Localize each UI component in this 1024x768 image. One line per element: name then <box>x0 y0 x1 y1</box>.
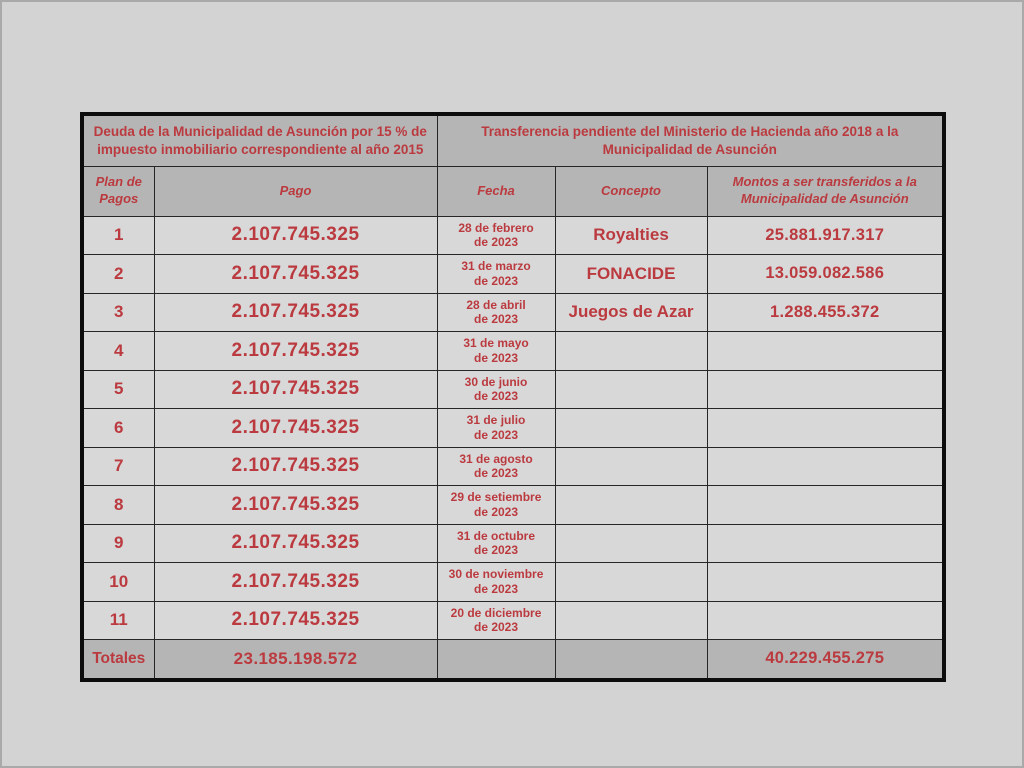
fecha-cell: 31 de julio de 2023 <box>437 409 555 448</box>
pago-cell: 2.107.745.325 <box>154 409 437 448</box>
monto-cell <box>707 370 944 409</box>
fecha-cell: 30 de junio de 2023 <box>437 370 555 409</box>
monto-cell <box>707 409 944 448</box>
plan-cell: 11 <box>82 601 154 640</box>
table-row <box>82 409 944 448</box>
totals-monto-value: 40.229.455.275 <box>707 640 944 680</box>
concepto-cell <box>555 524 707 563</box>
concepto-cell <box>555 601 707 640</box>
plan-cell: 1 <box>82 216 154 255</box>
fecha-cell: 31 de octubre de 2023 <box>437 524 555 563</box>
table-row <box>82 601 944 640</box>
column-header-montos: Montos a ser transferidos a la Municipalidad de Asunción <box>707 166 944 216</box>
concepto-cell <box>555 370 707 409</box>
table-body <box>82 216 944 640</box>
table-row <box>82 370 944 409</box>
table-row <box>82 563 944 602</box>
plan-cell: 8 <box>82 486 154 525</box>
plan-cell: 9 <box>82 524 154 563</box>
totals-fecha-empty <box>437 640 555 680</box>
totals-row <box>82 640 944 680</box>
monto-cell <box>707 563 944 602</box>
plan-cell: 7 <box>82 447 154 486</box>
pago-cell: 2.107.745.325 <box>154 486 437 525</box>
column-header-fecha: Fecha <box>437 166 555 216</box>
fecha-cell: 31 de mayo de 2023 <box>437 332 555 371</box>
table-row <box>82 293 944 332</box>
monto-cell: 25.881.917.317 <box>707 216 944 255</box>
pago-cell: 2.107.745.325 <box>154 563 437 602</box>
fecha-cell: 29 de setiembre de 2023 <box>437 486 555 525</box>
pago-cell: 2.107.745.325 <box>154 524 437 563</box>
group-header-row <box>82 114 944 166</box>
column-header-pago: Pago <box>154 166 437 216</box>
monto-cell <box>707 524 944 563</box>
pago-cell: 2.107.745.325 <box>154 332 437 371</box>
pago-cell: 2.107.745.325 <box>154 447 437 486</box>
concepto-cell <box>555 332 707 371</box>
pago-cell: 2.107.745.325 <box>154 216 437 255</box>
plan-cell: 4 <box>82 332 154 371</box>
monto-cell: 13.059.082.586 <box>707 255 944 294</box>
fecha-cell: 20 de diciembre de 2023 <box>437 601 555 640</box>
totals-pago-value: 23.185.198.572 <box>154 640 437 680</box>
table-row <box>82 524 944 563</box>
plan-cell: 3 <box>82 293 154 332</box>
pago-cell: 2.107.745.325 <box>154 601 437 640</box>
concepto-cell: FONACIDE <box>555 255 707 294</box>
pago-cell: 2.107.745.325 <box>154 370 437 409</box>
monto-cell: 1.288.455.372 <box>707 293 944 332</box>
monto-cell <box>707 601 944 640</box>
concepto-cell <box>555 486 707 525</box>
table-row <box>82 447 944 486</box>
fecha-cell: 28 de febrero de 2023 <box>437 216 555 255</box>
group-header-debt: Deuda de la Municipalidad de Asunción por 15 % de impuesto inmobiliario correspondiente al año 2015 <box>82 114 437 166</box>
fecha-cell: 28 de abril de 2023 <box>437 293 555 332</box>
concepto-cell <box>555 563 707 602</box>
concepto-cell: Juegos de Azar <box>555 293 707 332</box>
monto-cell <box>707 332 944 371</box>
pago-cell: 2.107.745.325 <box>154 293 437 332</box>
concepto-cell <box>555 409 707 448</box>
plan-cell: 6 <box>82 409 154 448</box>
fecha-cell: 31 de agosto de 2023 <box>437 447 555 486</box>
table-row <box>82 216 944 255</box>
totals-concepto-empty <box>555 640 707 680</box>
column-header-plan: Plan de Pagos <box>82 166 154 216</box>
concepto-cell <box>555 447 707 486</box>
monto-cell <box>707 486 944 525</box>
plan-cell: 2 <box>82 255 154 294</box>
concepto-cell: Royalties <box>555 216 707 255</box>
debt-transfer-table <box>80 112 946 682</box>
group-header-transfer: Transferencia pendiente del Ministerio de Hacienda año 2018 a la Municipalidad de Asunción <box>437 114 944 166</box>
fecha-cell: 31 de marzo de 2023 <box>437 255 555 294</box>
fecha-cell: 30 de noviembre de 2023 <box>437 563 555 602</box>
plan-cell: 5 <box>82 370 154 409</box>
totals-label: Totales <box>82 640 154 680</box>
debt-transfer-table-container <box>80 112 946 682</box>
pago-cell: 2.107.745.325 <box>154 255 437 294</box>
column-header-row <box>82 166 944 216</box>
table-row <box>82 255 944 294</box>
table-row <box>82 486 944 525</box>
monto-cell <box>707 447 944 486</box>
plan-cell: 10 <box>82 563 154 602</box>
column-header-concepto: Concepto <box>555 166 707 216</box>
table-row <box>82 332 944 371</box>
